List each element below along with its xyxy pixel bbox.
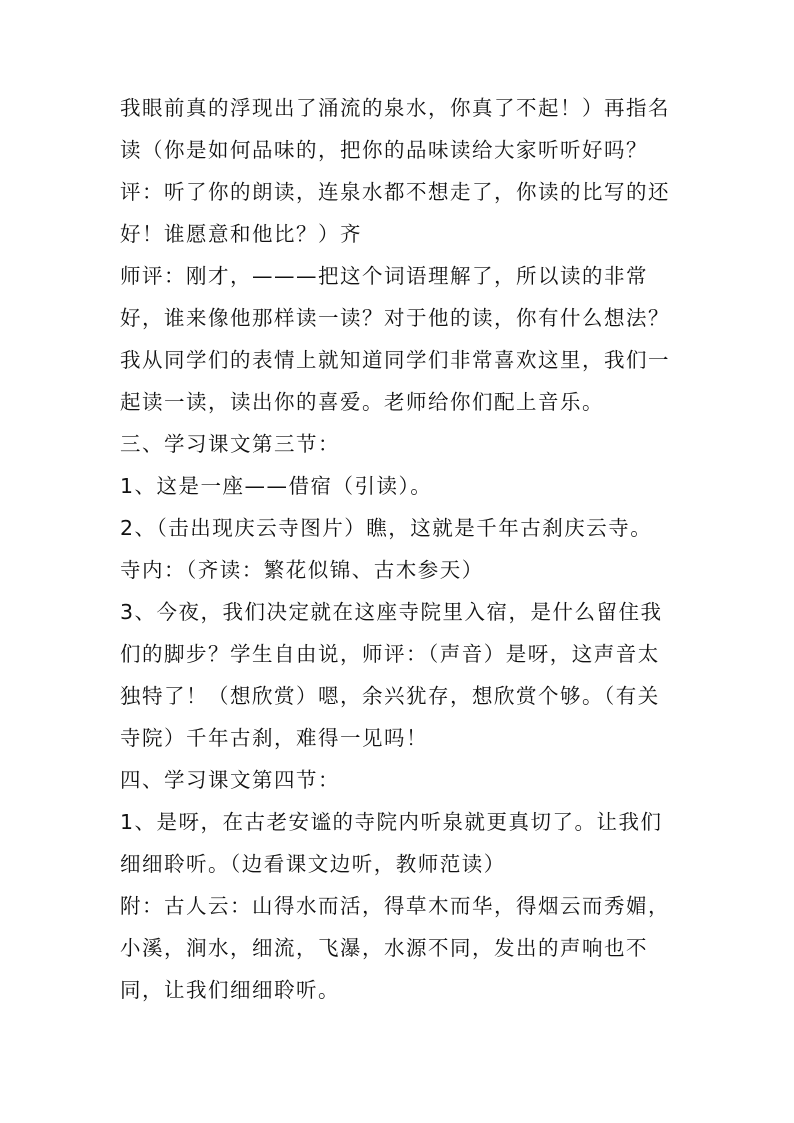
section-heading: 四、学习课文第四节： [120,768,340,792]
text-line: 们的脚步？学生自由说，师评：（声音）是呀，这声音太 [120,642,660,666]
section-heading: 三、学习课文第三节： [120,432,340,456]
text-line: 小溪，涧水，细流，飞瀑，水源不同，发出的声响也不 [120,936,648,960]
text-line: 1、这是一座——借宿（引读）。 [120,474,433,498]
text-line: 评：听了你的朗读，连泉水都不想走了，你读的比写的还 [120,180,670,204]
text-line: 读（你是如何品味的，把你的品味读给大家听听好吗？ [120,138,648,162]
text-line: 2、（击出现庆云寺图片）瞧，这就是千年古刹庆云寺。 [120,516,653,540]
text-line: 我从同学们的表情上就知道同学们非常喜欢这里，我们一 [120,348,670,372]
text-line: 寺内：（齐读：繁花似锦、古木参天） [120,558,484,582]
text-line: 细细聆听。（边看课文边听，教师范读） [120,852,506,876]
text-line: 独特了！（想欣赏）嗯，余兴犹存，想欣赏个够。（有关 [120,684,660,708]
text-line: 1、是呀，在古老安谧的寺院内听泉就更真切了。让我们 [120,810,663,834]
text-line: 好，谁来像他那样读一读？对于他的读，你有什么想法？ [120,306,670,330]
text-line: 寺院）千年古刹，难得一见吗！ [120,726,428,750]
text-line: 同，让我们细细聆听。 [120,978,340,1002]
text-line: 我眼前真的浮现出了涌流的泉水，你真了不起！）再指名 [120,96,670,120]
text-line: 附：古人云：山得水而活，得草木而华，得烟云而秀媚， [120,894,670,918]
text-line: 起读一读，读出你的喜爱。老师给你们配上音乐。 [120,390,604,414]
text-line: 3、今夜，我们决定就在这座寺院里入宿，是什么留住我 [120,600,663,624]
text-line: 师评：刚才，———把这个词语理解了，所以读的非常 [120,264,648,288]
text-line: 好！谁愿意和他比？）齐 [120,222,362,246]
